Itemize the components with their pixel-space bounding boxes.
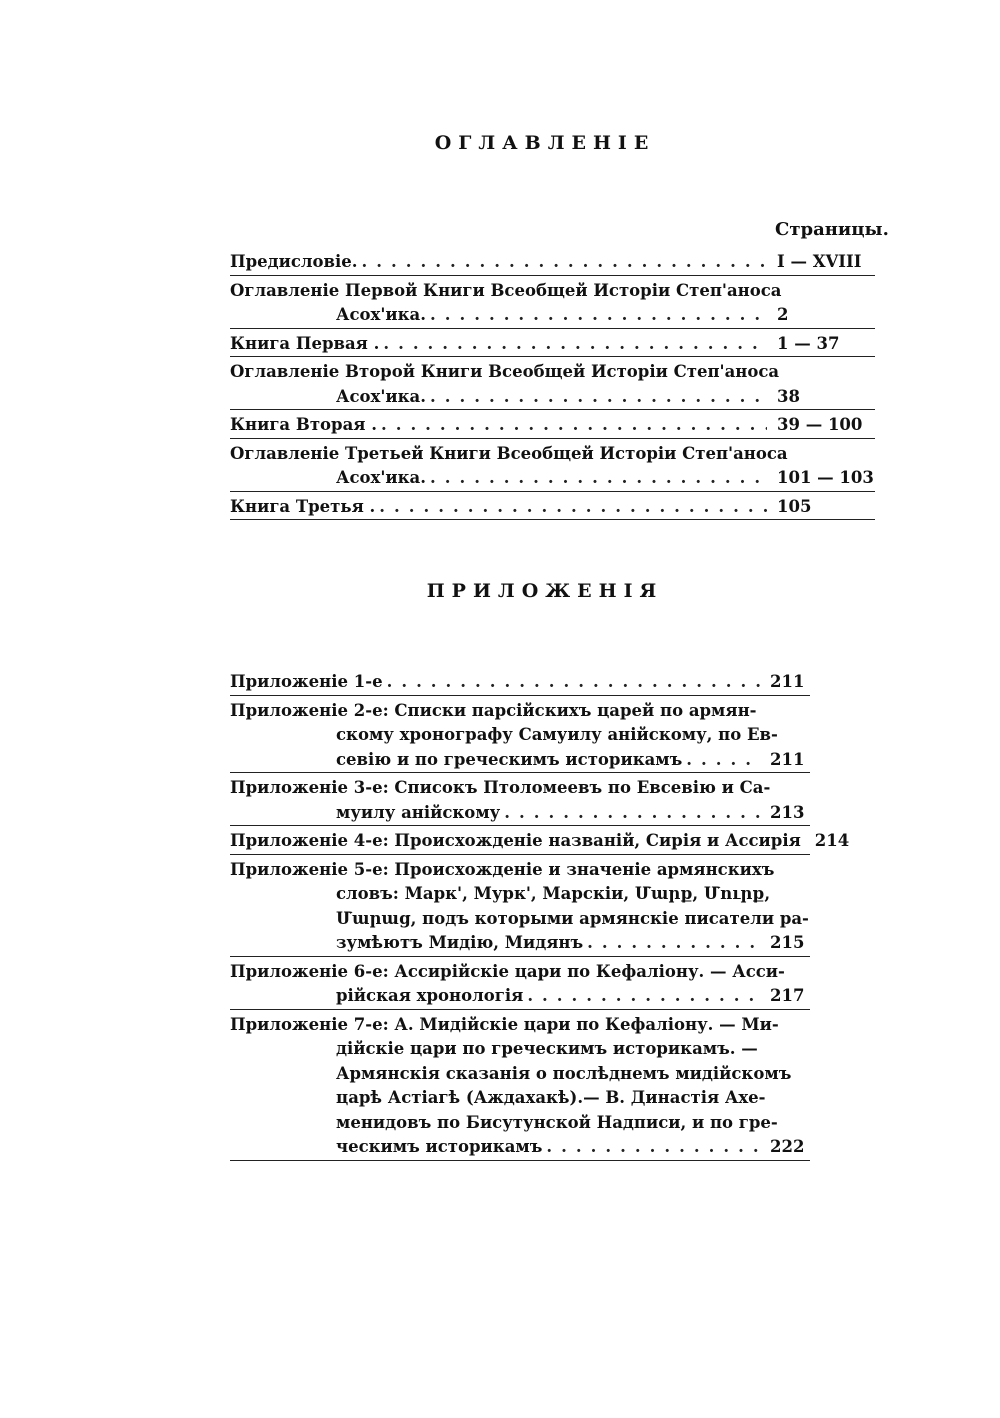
entry-line (230, 699, 810, 724)
page-number: 213 (770, 802, 805, 822)
entry-text: севію и по греческимъ историкамъ (336, 749, 683, 769)
entry-text: Оглавленіе Третьей Книги Всеобщей Исторіи Степ'аноса (230, 443, 788, 463)
entry-line (230, 1135, 810, 1160)
entry-line (230, 882, 810, 907)
appendix-title: ПРИЛОЖЕНІЯ (426, 580, 664, 602)
entry-text: словъ: Марк', Мурк', Марскіи, Մարք, Մուրք, (336, 884, 771, 903)
appendix-list (230, 670, 850, 1164)
entry-line (230, 250, 875, 275)
entry-text: Приложеніе 7-е: А. Мидійскіе цари по Кефаліону. — Ми- (230, 1014, 779, 1034)
appendix-entry (230, 1013, 810, 1161)
page-number: 105 (777, 496, 812, 516)
entry-line (230, 829, 850, 854)
dot-leader (383, 670, 760, 695)
entry-line (230, 385, 875, 410)
page-number: 214 (814, 831, 850, 850)
page-number: I — XVIII (777, 252, 862, 271)
entry-text: Асох'ика. (336, 468, 426, 487)
entry-text: рійская хронологія (336, 986, 524, 1005)
entry-text: Приложеніе 3-е: Списокъ Птоломеевъ по Евсевію и Са- (230, 778, 771, 797)
entry-text: Приложеніе 6-е: Ассирійскіе цари по Кефаліону. — Асси- (230, 961, 785, 981)
entry-line (230, 442, 875, 467)
entry-text: Приложеніе 2-е: Списки парсійскихъ царей по армян- (230, 700, 757, 720)
toc-entry (230, 332, 875, 358)
appendix-entry (230, 960, 810, 1010)
toc-entry (230, 360, 875, 410)
page-number: 211 (770, 749, 805, 769)
appendix-entry (230, 829, 850, 855)
dot-leader (426, 303, 767, 328)
entry-text: зумѣютъ Мидію, Мидянъ (336, 933, 584, 952)
toc-entry (230, 495, 875, 521)
page-title: ОГЛАВЛЕНІЕ (434, 132, 656, 154)
page-number: 215 (770, 933, 805, 952)
entry-line (230, 332, 875, 357)
entry-text: дійскіе цари по греческимъ историкамъ. — (336, 1039, 758, 1058)
entry-text: муилу анійскому (336, 802, 501, 822)
entry-text: Книга Третья . (230, 496, 376, 516)
dot-leader (379, 332, 767, 357)
dot-leader (426, 466, 767, 491)
toc-entry (230, 413, 875, 439)
entry-line (230, 723, 810, 748)
toc-entry (230, 279, 875, 329)
dot-leader (377, 413, 767, 438)
page-number: 211 (770, 672, 805, 691)
dot-leader (583, 931, 760, 956)
dot-leader (426, 385, 767, 410)
entry-text: Асох'ика. (336, 305, 426, 324)
entry-line (230, 907, 810, 932)
entry-line (230, 495, 875, 520)
entry-line (230, 776, 810, 801)
pages-column-header: Страницы. (775, 219, 889, 240)
entry-line (230, 413, 875, 438)
entry-line (230, 466, 875, 491)
entry-text: Մարաց, подъ которыми армянскіе писатели ра- (336, 908, 809, 928)
entry-text: ческимъ историкамъ (336, 1137, 543, 1156)
entry-text: скому хронографу Самуилу анійскому, по Ев- (336, 725, 778, 744)
page-number: 2 (777, 305, 789, 324)
entry-line (230, 984, 810, 1009)
entry-line (230, 748, 810, 773)
appendix-entry (230, 699, 810, 774)
dot-leader (358, 250, 767, 275)
entry-text: Книга Вторая . (230, 415, 377, 434)
entry-text: царѣ Астіагѣ (Аждахакѣ).— В. Династія Ахе- (336, 1088, 766, 1107)
entry-line (230, 1086, 810, 1111)
table-of-contents (230, 250, 875, 523)
entry-line (230, 303, 875, 328)
entry-text: менидовъ по Бисутунской Надписи, и по гре- (336, 1112, 778, 1132)
page-number: 222 (770, 1137, 805, 1156)
dot-leader (375, 495, 767, 520)
dot-leader (542, 1135, 760, 1160)
entry-line (230, 801, 810, 826)
appendix-entry (230, 776, 810, 826)
page-number: 39 — 100 (777, 415, 863, 434)
page-number: 101 — 103 (777, 468, 874, 487)
entry-text: Асох'ика. (336, 386, 426, 406)
page-number: 38 (777, 386, 800, 406)
appendix-entry (230, 858, 810, 957)
entry-line (230, 1037, 810, 1062)
entry-line (230, 279, 875, 304)
entry-text: Приложеніе 4-е: Происхожденіе названій, Сирія и Ассирія (230, 831, 801, 850)
page-number: 1 — 37 (777, 333, 840, 353)
entry-line (230, 960, 810, 985)
entry-line (230, 858, 810, 883)
entry-text: Приложеніе 5-е: Происхожденіе и значеніе армянскихъ (230, 859, 775, 879)
toc-entry (230, 250, 875, 276)
entry-line (230, 931, 810, 956)
toc-entry (230, 442, 875, 492)
dot-leader (682, 748, 760, 773)
entry-line (230, 670, 810, 695)
entry-text: Оглавленіе Второй Книги Всеобщей Исторіи Степ'аноса (230, 362, 780, 381)
entry-line (230, 1013, 810, 1038)
entry-line (230, 1111, 810, 1136)
dot-leader (523, 984, 760, 1009)
page-number: 217 (770, 986, 805, 1005)
dot-leader (500, 801, 760, 826)
entry-line (230, 1062, 810, 1087)
entry-line (230, 360, 875, 385)
entry-text: Оглавленіе Первой Книги Всеобщей Исторіи Степ'аноса (230, 280, 782, 300)
entry-text: Приложеніе 1-е (230, 672, 383, 691)
entry-text: Книга Первая . (230, 333, 380, 353)
entry-text: Предисловіе. (230, 252, 358, 271)
appendix-entry (230, 670, 810, 696)
entry-text: Армянскія сказанія о послѣднемъ мидійскомъ (336, 1063, 792, 1083)
